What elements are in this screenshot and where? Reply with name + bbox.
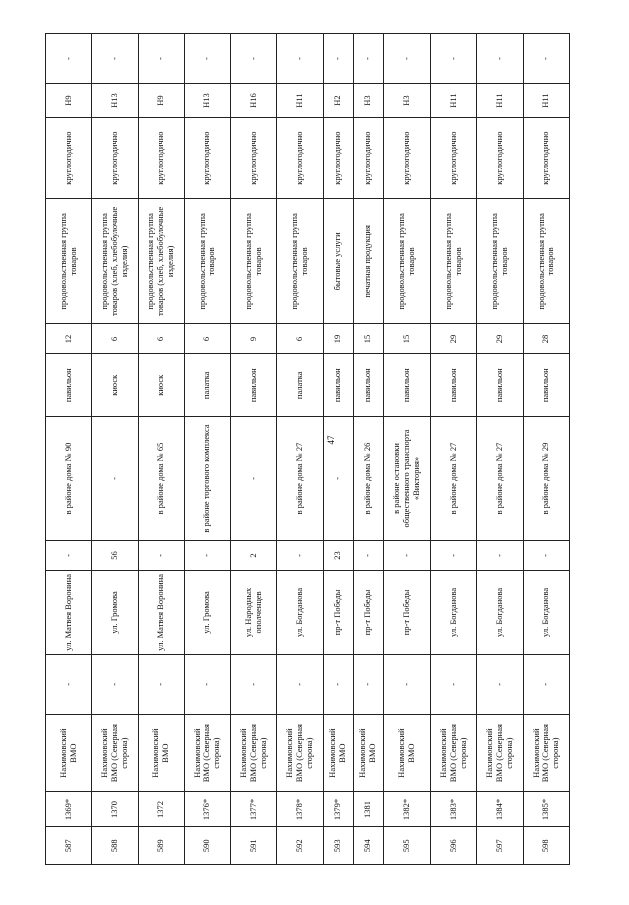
area: 9 xyxy=(231,324,277,354)
zone-code: Н16 xyxy=(231,84,277,118)
district: Нахимовский ВМО (Северная сторона) xyxy=(92,714,138,792)
object-id: 1379* xyxy=(323,792,353,827)
district: Нахимовский ВМО (Северная сторона) xyxy=(231,714,277,792)
object-id: 1378* xyxy=(277,792,323,827)
object-type: павильон xyxy=(231,354,277,417)
period: круглогодично xyxy=(353,117,383,198)
district: Нахимовский ВМО (Северная сторона) xyxy=(277,714,323,792)
note: - xyxy=(231,34,277,84)
table-body xyxy=(46,34,570,865)
period: круглогодично xyxy=(231,117,277,198)
zone-code: Н13 xyxy=(92,84,138,118)
landmark: - xyxy=(92,417,138,541)
row-number: 591 xyxy=(231,827,277,865)
object-id: 1376* xyxy=(184,792,230,827)
registry-table-container xyxy=(45,33,570,865)
note: - xyxy=(46,34,92,84)
object-type: палатка xyxy=(277,354,323,417)
empty-cell: - xyxy=(92,654,138,714)
row-number: 587 xyxy=(46,827,92,865)
specialization: продовольственная группа товаров xyxy=(383,199,430,324)
zone-code: Н13 xyxy=(184,84,230,118)
object-type: павильон xyxy=(477,354,523,417)
page-number: 47 xyxy=(326,435,336,445)
specialization: продовольственная группа товаров xyxy=(477,199,523,324)
empty-cell: - xyxy=(323,654,353,714)
period: круглогодично xyxy=(92,117,138,198)
district: Нахимовский ВМО (Северная сторона) xyxy=(477,714,523,792)
object-id: 1369* xyxy=(46,792,92,827)
table-row xyxy=(231,34,277,865)
note: - xyxy=(383,34,430,84)
note: - xyxy=(184,34,230,84)
specialization: продовольственная группа товаров xyxy=(277,199,323,324)
district: Нахимовский ВМО (Северная сторона) xyxy=(184,714,230,792)
street: ул. Богданова xyxy=(431,570,477,654)
landmark: - xyxy=(231,417,277,541)
table-row xyxy=(184,34,230,865)
zone-code: Н11 xyxy=(523,84,569,118)
table-row xyxy=(92,34,138,865)
area: 12 xyxy=(46,324,92,354)
house-number: - xyxy=(383,540,430,570)
table-row xyxy=(477,34,523,865)
period: круглогодично xyxy=(383,117,430,198)
street: ул. Богданова xyxy=(277,570,323,654)
area: 6 xyxy=(138,324,184,354)
object-type: павильон xyxy=(523,354,569,417)
district: Нахимовский ВМО (Северная сторона) xyxy=(431,714,477,792)
object-type: павильон xyxy=(46,354,92,417)
district: Нахимовский ВМО xyxy=(383,714,430,792)
empty-cell: - xyxy=(431,654,477,714)
zone-code: Н3 xyxy=(353,84,383,118)
landmark: в районе дома № 27 xyxy=(477,417,523,541)
table-row xyxy=(383,34,430,865)
house-number: - xyxy=(523,540,569,570)
table-row xyxy=(46,34,92,865)
area: 29 xyxy=(477,324,523,354)
specialization: продовольственная группа товаров xyxy=(523,199,569,324)
landmark: - xyxy=(323,417,353,541)
district: Нахимовский ВМО xyxy=(138,714,184,792)
house-number: 23 xyxy=(323,540,353,570)
house-number: - xyxy=(477,540,523,570)
landmark: в районе дома № 27 xyxy=(431,417,477,541)
note: - xyxy=(431,34,477,84)
street: ул. Богданова xyxy=(477,570,523,654)
specialization: продовольственная группа товаров (хлеб, хлебобулочные изделия) xyxy=(138,199,184,324)
empty-cell: - xyxy=(477,654,523,714)
street: ул. Матвея Воронина xyxy=(138,570,184,654)
object-id: 1372 xyxy=(138,792,184,827)
table-row xyxy=(523,34,569,865)
note: - xyxy=(92,34,138,84)
area: 15 xyxy=(353,324,383,354)
area: 6 xyxy=(184,324,230,354)
street: ул. Громова xyxy=(184,570,230,654)
object-type: павильон xyxy=(353,354,383,417)
zone-code: Н2 xyxy=(323,84,353,118)
object-id: 1383* xyxy=(431,792,477,827)
street: пр-т Победы xyxy=(353,570,383,654)
zone-code: Н11 xyxy=(431,84,477,118)
area: 29 xyxy=(431,324,477,354)
area: 6 xyxy=(92,324,138,354)
zone-code: Н11 xyxy=(477,84,523,118)
street: пр-т Победы xyxy=(323,570,353,654)
district: Нахимовский ВМО xyxy=(46,714,92,792)
area: 19 xyxy=(323,324,353,354)
object-id: 1385* xyxy=(523,792,569,827)
row-number: 588 xyxy=(92,827,138,865)
row-number: 593 xyxy=(323,827,353,865)
area: 6 xyxy=(277,324,323,354)
object-id: 1381 xyxy=(353,792,383,827)
object-type: павильон xyxy=(383,354,430,417)
object-id: 1382* xyxy=(383,792,430,827)
note: - xyxy=(523,34,569,84)
period: круглогодично xyxy=(46,117,92,198)
note: - xyxy=(277,34,323,84)
empty-cell: - xyxy=(523,654,569,714)
specialization: продовольственная группа товаров xyxy=(231,199,277,324)
row-number: 590 xyxy=(184,827,230,865)
period: круглогодично xyxy=(184,117,230,198)
object-id: 1370 xyxy=(92,792,138,827)
object-type: палатка xyxy=(184,354,230,417)
landmark: в районе дома № 26 xyxy=(353,417,383,541)
empty-cell: - xyxy=(46,654,92,714)
area: 28 xyxy=(523,324,569,354)
period: круглогодично xyxy=(477,117,523,198)
specialization: продовольственная группа товаров (хлеб, хлебобулочные изделия) xyxy=(92,199,138,324)
street: ул. Богданова xyxy=(523,570,569,654)
house-number: - xyxy=(184,540,230,570)
house-number: 2 xyxy=(231,540,277,570)
trade-objects-table xyxy=(45,33,570,865)
zone-code: Н3 xyxy=(383,84,430,118)
house-number: - xyxy=(46,540,92,570)
house-number: - xyxy=(431,540,477,570)
house-number: - xyxy=(353,540,383,570)
zone-code: Н11 xyxy=(277,84,323,118)
row-number: 594 xyxy=(353,827,383,865)
house-number: 56 xyxy=(92,540,138,570)
specialization: продовольственная группа товаров xyxy=(431,199,477,324)
object-type: киоск xyxy=(138,354,184,417)
note: - xyxy=(353,34,383,84)
street: ул. Матвея Воронина xyxy=(46,570,92,654)
table-row xyxy=(138,34,184,865)
object-type: павильон xyxy=(431,354,477,417)
note: - xyxy=(138,34,184,84)
object-type: киоск xyxy=(92,354,138,417)
object-type: павильон xyxy=(323,354,353,417)
row-number: 597 xyxy=(477,827,523,865)
landmark: в районе дома № 90 xyxy=(46,417,92,541)
specialization: продовольственная группа товаров xyxy=(184,199,230,324)
period: круглогодично xyxy=(277,117,323,198)
street: пр-т Победы xyxy=(383,570,430,654)
district: Нахимовский ВМО xyxy=(323,714,353,792)
row-number: 595 xyxy=(383,827,430,865)
district: Нахимовский ВМО xyxy=(353,714,383,792)
note: - xyxy=(323,34,353,84)
zone-code: Н9 xyxy=(46,84,92,118)
landmark: в районе дома № 27 xyxy=(277,417,323,541)
house-number: - xyxy=(138,540,184,570)
street: ул. Громова xyxy=(92,570,138,654)
street: ул. Народных ополченцев xyxy=(231,570,277,654)
period: круглогодично xyxy=(431,117,477,198)
landmark: в районе дома № 65 xyxy=(138,417,184,541)
table-row xyxy=(431,34,477,865)
landmark: в районе торгового комплекса xyxy=(184,417,230,541)
empty-cell: - xyxy=(184,654,230,714)
note: - xyxy=(477,34,523,84)
object-id: 1384* xyxy=(477,792,523,827)
object-id: 1377* xyxy=(231,792,277,827)
specialization: печатная продукция xyxy=(353,199,383,324)
empty-cell: - xyxy=(277,654,323,714)
landmark: в районе дома № 29 xyxy=(523,417,569,541)
zone-code: Н9 xyxy=(138,84,184,118)
row-number: 592 xyxy=(277,827,323,865)
empty-cell: - xyxy=(383,654,430,714)
specialization: продовольственная группа товаров xyxy=(46,199,92,324)
period: круглогодично xyxy=(138,117,184,198)
row-number: 589 xyxy=(138,827,184,865)
house-number: - xyxy=(277,540,323,570)
empty-cell: - xyxy=(353,654,383,714)
period: круглогодично xyxy=(323,117,353,198)
table-row xyxy=(323,34,353,865)
table-row xyxy=(353,34,383,865)
period: круглогодично xyxy=(523,117,569,198)
area: 15 xyxy=(383,324,430,354)
row-number: 598 xyxy=(523,827,569,865)
table-row xyxy=(277,34,323,865)
row-number: 596 xyxy=(431,827,477,865)
landmark: в районе остановки общественного транспорта «Виктория» xyxy=(383,417,430,541)
empty-cell: - xyxy=(138,654,184,714)
district: Нахимовский ВМО (Северная сторона) xyxy=(523,714,569,792)
empty-cell: - xyxy=(231,654,277,714)
specialization: бытовые услуги xyxy=(323,199,353,324)
